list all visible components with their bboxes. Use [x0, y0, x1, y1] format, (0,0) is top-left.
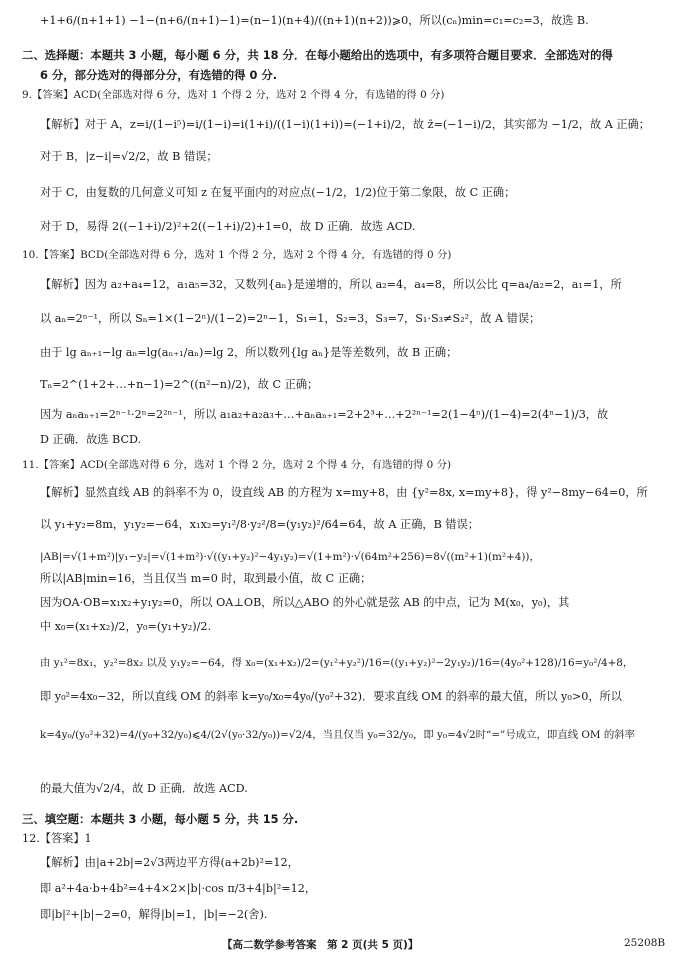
- q9-analysis-b: 对于 B，|z−i|=√2/2，故 B 错误；: [40, 150, 218, 163]
- q9-analysis-d: 对于 D，易得 2((−1+i)/2)²+2((−1+i)/2)+1=0，故 D 正确．故选 ACD.: [40, 220, 416, 233]
- q10-answer: 10.【答案】BCD(全部选对得 6 分，选对 1 个得 2 分，选对 2 个得 4 分，有选错的得 0 分): [22, 249, 452, 261]
- section2-heading-cont: 6 分，部分选对的得部分分，有选错的得 0 分.: [40, 68, 278, 82]
- q11-analysis-line7: 由 y₁²=8x₁，y₂²=8x₂ 以及 y₁y₂=−64，得 x₀=(x₁+x₂)/2=(y₁²+y₂²)/16=((y₁+y₂)²−2y₁y₂)/16=(4y₀²+128)/16=y₀²/4+8，: [40, 657, 634, 669]
- q10-analysis-line6: D 正确．故选 BCD.: [40, 433, 142, 446]
- q12-answer: 12.【答案】1: [22, 832, 92, 845]
- q11-answer: 11.【答案】ACD(全部选对得 6 分，选对 1 个得 2 分，选对 2 个得 4 分，有选错的得 0 分): [22, 459, 452, 471]
- q11-analysis-line4: 所以|AB|min=16，当且仅当 m=0 时，取到最小值，故 C 正确；: [40, 572, 372, 585]
- q12-analysis-line3: 即|b|²+|b|−2=0，解得|b|=1，|b|=−2(舍).: [40, 908, 268, 921]
- q11-analysis-line8: 即 y₀²=4x₀−32，所以直线 OM 的斜率 k=y₀/x₀=4y₀/(y₀²+32)．要求直线 OM 的斜率的最大值，所以 y₀>0，所以: [40, 690, 622, 703]
- q10-analysis-line2: 以 aₙ=2ⁿ⁻¹，所以 Sₙ=1×(1−2ⁿ)/(1−2)=2ⁿ−1，S₁=1，S₂=3，S₃=7，S₁·S₃≠S₂²，故 A 错误；: [40, 312, 541, 325]
- section2-heading: 二、选择题：本题共 3 小题，每小题 6 分，共 18 分．在每小题给出的选项中，有多项符合题目要求．全部选对的得: [22, 48, 613, 62]
- q11-analysis-line1: 【解析】显然直线 AB 的斜率不为 0，设直线 AB 的方程为 x=my+8，由 {y²=8x, x=my+8}，得 y²−8my−64=0，所: [40, 486, 648, 499]
- q11-analysis-line2: 以 y₁+y₂=8m，y₁y₂=−64，x₁x₂=y₁²/8·y₂²/8=(y₁y₂)²/64=64，故 A 正确，B 错误；: [40, 518, 479, 531]
- q8-conclusion-line: +1+6/(n+1+1) −1−(n+6/(n+1)−1)=(n−1)(n+4)/((n+1)(n+2))⩾0，所以(cₙ)min=c₁=c₂=3，故选 B.: [40, 14, 589, 27]
- page-footer: 【高二数学参考答案 第 2 页(共 5 页)】: [222, 939, 419, 951]
- q11-analysis-line6: 中 x₀=(x₁+x₂)/2，y₀=(y₁+y₂)/2.: [40, 620, 212, 633]
- q11-analysis-line10: 的最大值为√2/4，故 D 正确．故选 ACD.: [40, 782, 248, 795]
- q9-analysis-a: 【解析】对于 A，z=i/(1−i⁵)=i/(1−i)=i(1+i)/((1−i)(1+i))=(−1+i)/2，故 z̄=(−1−i)/2，其实部为 −1/2，故 A 正确；: [40, 118, 650, 131]
- document-code: 25208B: [624, 937, 666, 949]
- q9-analysis-c: 对于 C，由复数的几何意义可知 z 在复平面内的对应点(−1/2，1/2)位于第二象限，故 C 正确；: [40, 186, 516, 199]
- q11-analysis-line9: k=4y₀/(y₀²+32)=4/(y₀+32/y₀)⩽4/(2√(y₀·32/y₀))=√2/4，当且仅当 y₀=32/y₀，即 y₀=4√2时“=”号成立，即直线 OM 的斜率: [40, 729, 636, 741]
- q12-analysis-line1: 【解析】由|a+2b|=2√3两边平方得(a+2b)²=12，: [40, 856, 299, 869]
- section3-heading: 三、填空题：本题共 3 小题，每小题 5 分，共 15 分.: [22, 812, 299, 826]
- q10-analysis-line5: 因为 aₙaₙ₊₁=2ⁿ⁻¹·2ⁿ=2²ⁿ⁻¹，所以 a₁a₂+a₂a₃+…+aₙaₙ₊₁=2+2³+…+2²ⁿ⁻¹=2(1−4ⁿ)/(1−4)=2(4ⁿ−1)/3，故: [40, 408, 609, 421]
- q11-analysis-line5: 因为OA·OB=x₁x₂+y₁y₂=0，所以 OA⊥OB，所以△ABO 的外心就是弦 AB 的中点，记为 M(x₀，y₀)，其: [40, 596, 570, 609]
- q10-analysis-line4: Tₙ=2^(1+2+…+n−1)=2^((n²−n)/2)，故 C 正确；: [40, 378, 319, 391]
- q12-analysis-line2: 即 a²+4a·b+4b²=4+4×2×|b|·cos π/3+4|b|²=12，: [40, 882, 317, 895]
- q11-analysis-line3: |AB|=√(1+m²)|y₁−y₂|=√(1+m²)·√((y₁+y₂)²−4y₁y₂)=√(1+m²)·√(64m²+256)=8√((m²+1)(m²+4))，: [40, 551, 540, 563]
- q9-answer: 9.【答案】ACD(全部选对得 6 分，选对 1 个得 2 分，选对 2 个得 4 分，有选错的得 0 分): [22, 89, 445, 101]
- q10-analysis-line1: 【解析】因为 a₂+a₄=12，a₁a₅=32，又数列{aₙ}是递增的，所以 a₂=4，a₄=8，所以公比 q=a₄/a₂=2，a₁=1，所: [40, 278, 622, 291]
- q10-analysis-line3: 由于 lg aₙ₊₁−lg aₙ=lg(aₙ₊₁/aₙ)=lg 2，所以数列{lg aₙ}是等差数列，故 B 正确；: [40, 346, 458, 359]
